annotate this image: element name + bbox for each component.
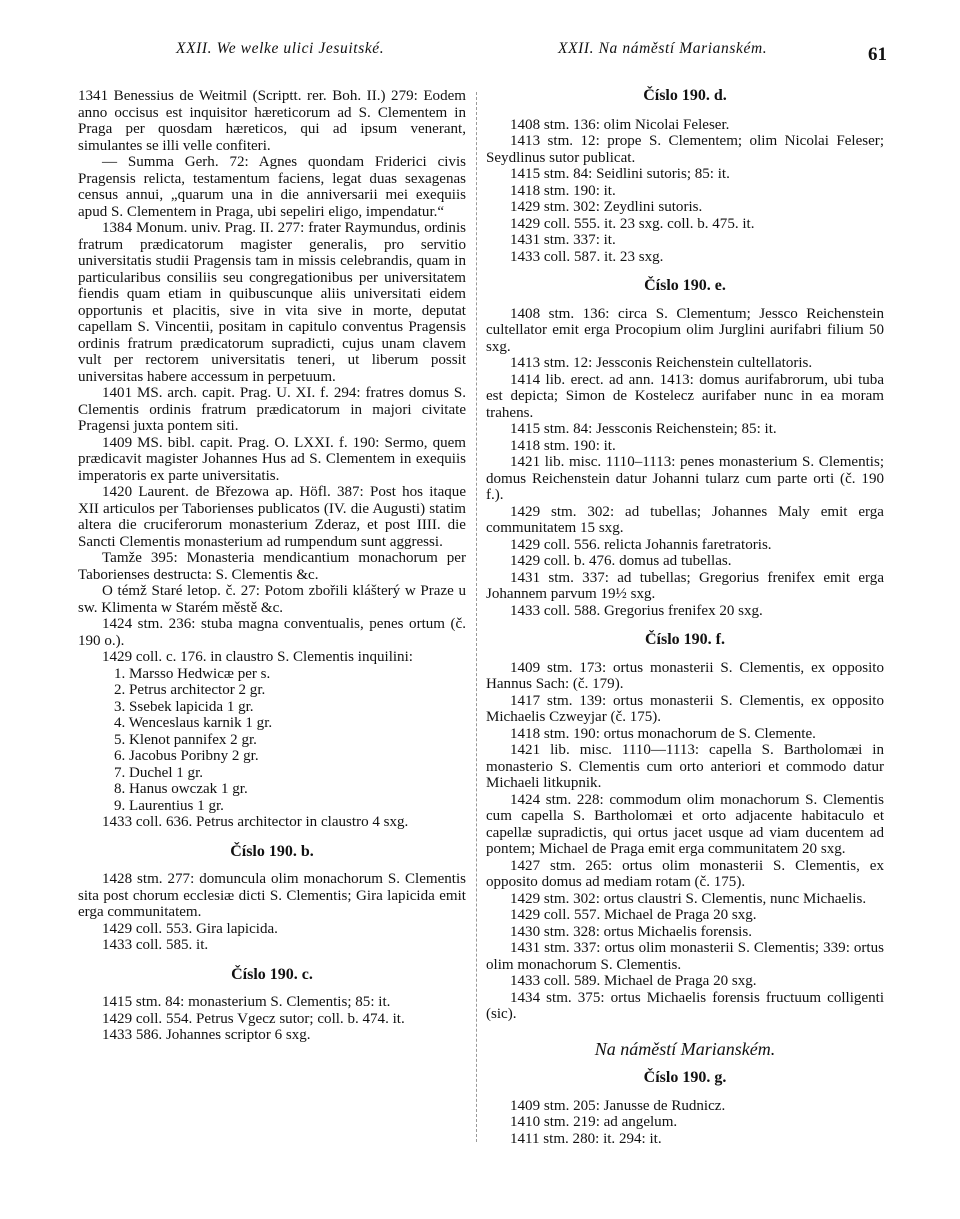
entry-paragraph: 1430 stm. 328: ortus Michaelis forensis.: [510, 923, 752, 940]
entry-paragraph: 1421 lib. misc. 1110—1113: capella S. Bartholomæi in monasterio S. Clementis cum orto anteriori et commodo datur Michaeli litkupnik.: [486, 742, 884, 791]
entry-paragraph: 1401 MS. arch. capit. Prag. U. XI. f. 294: fratres domus S. Clementis ordinis fratrum prædicatorum in majori civitate Pragensi juxta pontem siti.: [78, 385, 466, 434]
column-divider: [476, 92, 477, 1142]
right-column: [486, 88, 884, 1147]
entry-paragraph: 1409 stm. 173: ortus monasterii S. Clementis, ex opposito Hannus Sach: (č. 179).: [486, 659, 884, 692]
entry-paragraph: Tamže 395: Monasteria mendicantium monachorum per Taborienses destructa: S. Clementis &c.: [78, 550, 466, 583]
entry-paragraph: 1433 coll. 587. it. 23 sxg.: [510, 248, 664, 265]
entry-paragraph: 1421 lib. misc. 1110–1113: penes monasterium S. Clementis; domus Reichenstein datur Johanni tularz cum parte orti (č. 190 f.).: [486, 454, 884, 503]
entry-paragraph: 1409 stm. 205: Janusse de Rudnicz.: [510, 1097, 726, 1114]
entry-paragraph: 1429 coll. 554. Petrus Vgecz sutor; coll. b. 474. it.: [102, 1010, 405, 1027]
entry-paragraph: 1415 stm. 84: Seidlini sutoris; 85: it.: [510, 166, 730, 182]
list-item: 1. Marsso Hedwicæ per s.: [114, 665, 271, 682]
section-heading: Číslo 190. c.: [231, 965, 313, 983]
section-heading: Číslo 190. e.: [644, 277, 726, 294]
entry-paragraph: 1415 stm. 84: Jessconis Reichenstein; 85: it.: [510, 421, 777, 437]
entry-paragraph: 1414 lib. erect. ad ann. 1413: domus aurifabrorum, ubi tuba est depicta; Simon de Kostelecz aurifaber nunc in ea moram trahens.: [486, 371, 884, 421]
entry-paragraph: 1433 coll. 588. Gregorius frenifex 20 sxg.: [510, 602, 763, 619]
entry-paragraph: 1429 coll. 556. relicta Johannis faretratoris.: [510, 536, 772, 553]
list-item: 5. Klenot pannifex 2 gr.: [114, 731, 257, 748]
entry-paragraph: 1418 stm. 190: ortus monachorum de S. Clemente.: [510, 725, 816, 742]
entry-paragraph: 1411 stm. 280: it. 294: it.: [510, 1130, 662, 1147]
list-item: 4. Wenceslaus karnik 1 gr.: [114, 715, 273, 731]
entry-paragraph: 1420 Laurent. de Březowa ap. Höfl. 387: Post hos itaque XII articulos per Taborienses publicatos (IV. die Augusti) statim altera die cruciferorum monasterium Zderaz, et post IIII. die Sancti Clementis monasterium ad rumpendum sunt aggressi.: [78, 484, 466, 550]
list-item: 7. Duchel 1 gr.: [114, 764, 204, 781]
entry-paragraph: 1384 Monum. univ. Prag. II. 277: frater Raymundus, ordinis fratrum prædicatorum magister generalis, pro servitio universitatis studii Pragensis tam in missis celebrandis, quam in particularibus consiliis seu congregationibus per universitatem fiendis quam etiam in quibuscunque aliis universitati eidem opportunis et placitis, sive in vita sive in morte, deputat capellam S. Vincentii, positam in capitulo conventus Pragensis ordinis fratrum prædicatorum supradicti, cujus unam clavem vult per rectorem universitatis teneri, ut liberum possit universitas habere accessum in perpetuum.: [78, 220, 466, 385]
section-heading: Číslo 190. d.: [643, 87, 727, 104]
entry-paragraph: 1429 coll. 557. Michael de Praga 20 sxg.: [510, 907, 757, 923]
entry-paragraph: 1408 stm. 136: circa S. Clementum; Jessco Reichenstein cultellator emit erga Procopium olim Jurglini aurifabri filium 50 sxg.: [486, 305, 884, 355]
running-header-right: XXII. Na náměstí Marianském.: [558, 40, 768, 57]
entry-paragraph: 1433 586. Johannes scriptor 6 sxg.: [102, 1027, 311, 1043]
entry-paragraph: 1428 stm. 277: domuncula olim monachorum S. Clementis sita post chorum ecclesiæ dicti S. Clementis; Gira lapicida emit erga communitatem.: [78, 871, 466, 920]
entry-paragraph: 1424 stm. 236: stuba magna conventualis, penes ortum (č. 190 o.).: [78, 616, 466, 649]
left-column: [78, 88, 466, 1044]
entry-paragraph: 1415 stm. 84: monasterium S. Clementis; 85: it.: [102, 994, 391, 1010]
list-item: 9. Laurentius 1 gr.: [114, 797, 224, 814]
entry-paragraph: 1417 stm. 139: ortus monasterii S. Clementis, ex opposito Michaelis Czweyjar (č. 175).: [486, 692, 884, 725]
list-item: 3. Ssebek lapicida 1 gr.: [114, 698, 254, 715]
entry-paragraph: O témž Staré letop. č. 27: Potom zbořili klášterý w Praze u sw. Klimenta w Starém městě &c.: [78, 583, 466, 616]
entry-paragraph: 1429 coll. c. 176. in claustro S. Clementis inquilini:: [102, 649, 413, 665]
entry-paragraph: 1408 stm. 136: olim Nicolai Feleser.: [510, 116, 730, 133]
entry-paragraph: 1341 Benessius de Weitmil (Scriptt. rer. Boh. II.) 279: Eodem anno occisus est inquisitor hæreticorum ad S. Clementem in Praga per quosdam hæreticos, qui ad ipsum venerant, simulantes se illi velle confiteri.: [78, 88, 466, 154]
entry-paragraph: 1409 MS. bibl. capit. Prag. O. LXXI. f. 190: Sermo, quem prædicavit magister Johannes Hus ad S. Clementem in exequiis imperatoris ex parte universitatis.: [78, 434, 466, 484]
section-title: Na náměstí Marianském.: [594, 1038, 776, 1059]
entry-paragraph: 1413 stm. 12: prope S. Clementem; olim Nicolai Feleser; Seydlinus sutor publicat.: [486, 133, 884, 166]
entry-paragraph: 1433 coll. 589. Michael de Praga 20 sxg.: [510, 973, 757, 989]
entry-paragraph: 1429 coll. 555. it. 23 sxg. coll. b. 475. it.: [510, 215, 755, 232]
entry-paragraph: 1424 stm. 228: commodum olim monachorum S. Clementis cum capella S. Bartholomæi et orto adjacente habitaculo et capellæ supradictis, qui ortus jacet usque ad viam ducentem ad pontem; Michael de Praga emit erga communitatem 20 sxg.: [486, 791, 884, 857]
page-number: 61: [868, 44, 887, 65]
entry-paragraph: 1429 stm. 302: ortus claustri S. Clementis, nunc Michaelis.: [510, 890, 867, 907]
entry-paragraph: 1433 coll. 585. it.: [102, 937, 209, 953]
running-header-left: XXII. We welke ulici Jesuitské.: [176, 40, 385, 57]
entry-paragraph: — Summa Gerh. 72: Agnes quondam Friderici civis Pragensis relicta, testamentum faciens, legat duas sexagenas census annui, „quarum una in die anniversarii mei exequiis apud S. Clementem in Praga, ubi sepeliri eligo, impendatur.“: [78, 154, 466, 220]
entry-paragraph: 1429 coll. b. 476. domus ad tubellas.: [510, 553, 732, 569]
entry-paragraph: 1410 stm. 219: ad angelum.: [510, 1114, 678, 1130]
entry-paragraph: 1434 stm. 375: ortus Michaelis forensis fructuum colligenti (sic).: [486, 989, 884, 1022]
section-heading: Číslo 190. f.: [645, 631, 725, 648]
entry-paragraph: 1418 stm. 190: it.: [510, 437, 616, 454]
entry-paragraph: 1433 coll. 636. Petrus architector in claustro 4 sxg.: [102, 814, 409, 830]
list-item: 6. Jacobus Poribny 2 gr.: [114, 748, 259, 764]
section-heading: Číslo 190. b.: [230, 842, 314, 860]
list-item: 8. Hanus owczak 1 gr.: [114, 781, 248, 797]
list-item: 2. Petrus architector 2 gr.: [114, 682, 266, 698]
entry-paragraph: 1429 stm. 302: Zeydlini sutoris.: [510, 199, 703, 215]
entry-paragraph: 1418 stm. 190: it.: [510, 182, 616, 199]
entry-paragraph: 1429 coll. 553. Gira lapicida.: [102, 920, 278, 937]
entry-paragraph: 1431 stm. 337: ad tubellas; Gregorius frenifex emit erga Johannem parvum 19½ sxg.: [486, 569, 884, 602]
entry-paragraph: 1431 stm. 337: it.: [510, 232, 616, 248]
entry-paragraph: 1413 stm. 12: Jessconis Reichenstein cultellatoris.: [510, 355, 813, 371]
entry-paragraph: 1429 stm. 302: ad tubellas; Johannes Maly emit erga communitatem 15 sxg.: [486, 503, 884, 536]
section-heading: Číslo 190. g.: [643, 1069, 727, 1086]
entry-paragraph: 1427 stm. 265: ortus olim monasterii S. Clementis, ex opposito domus ad mediam rotam (č. 175).: [486, 857, 884, 890]
entry-paragraph: 1431 stm. 337: ortus olim monasterii S. Clementis; 339: ortus olim monachorum S. Clementis.: [486, 940, 884, 973]
